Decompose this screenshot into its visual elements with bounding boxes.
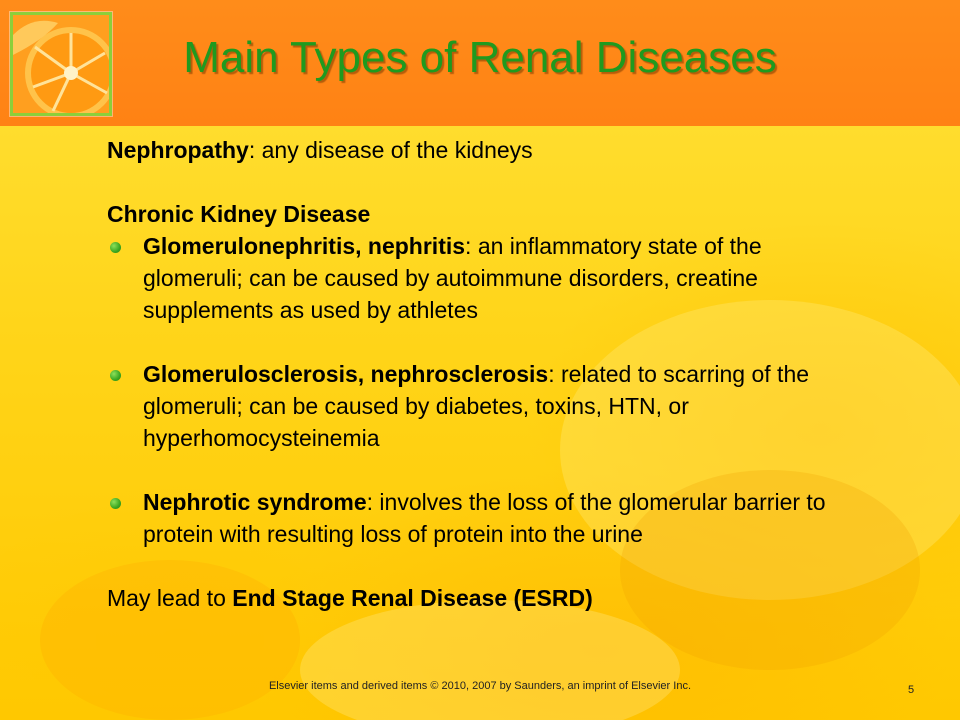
intro-term: Nephropathy xyxy=(107,137,249,163)
slide-title: Main Types of Renal Diseases xyxy=(183,33,777,82)
bullet-item xyxy=(107,486,867,550)
spacer xyxy=(107,326,867,358)
page-number: 5 xyxy=(908,684,915,696)
bullet-icon xyxy=(110,242,121,253)
bullet-term: Glomerulosclerosis, nephrosclerosis xyxy=(143,361,549,387)
bullet-text: : involves the loss of the glomerular barrier to protein with resulting loss of protein into the urine xyxy=(143,489,826,547)
conclusion-line xyxy=(107,582,867,614)
bullet-term: Nephrotic syndrome xyxy=(143,489,367,515)
bullet-item xyxy=(107,230,867,326)
orange-slice-image xyxy=(10,12,112,116)
copyright-footer: Elsevier items and derived items © 2010, 2007 by Saunders, an imprint of Elsevier Inc. xyxy=(268,680,692,692)
slide-body xyxy=(107,134,867,614)
spacer xyxy=(107,550,867,582)
spacer xyxy=(107,166,867,198)
section-heading: Chronic Kidney Disease xyxy=(107,201,371,227)
bullet-text: : related to scarring of the glomeruli; can be caused by diabetes, toxins, HTN, or hyperhomocysteinemia xyxy=(143,361,810,451)
conclusion-prefix: May lead to xyxy=(107,585,233,611)
intro-text: : any disease of the kidneys xyxy=(248,137,533,163)
intro-line xyxy=(107,134,867,166)
bullet-item xyxy=(107,358,867,454)
conclusion-term: End Stage Renal Disease (ESRD) xyxy=(232,585,593,611)
bullet-icon xyxy=(110,370,121,381)
background-texture xyxy=(300,600,680,720)
bullet-term: Glomerulonephritis, nephritis xyxy=(143,233,466,259)
bullet-icon xyxy=(110,498,121,509)
bullet-text: : an inflammatory state of the glomeruli; can be caused by autoimmune disorders, creatine supplements as used by athletes xyxy=(143,233,762,323)
spacer xyxy=(107,454,867,486)
